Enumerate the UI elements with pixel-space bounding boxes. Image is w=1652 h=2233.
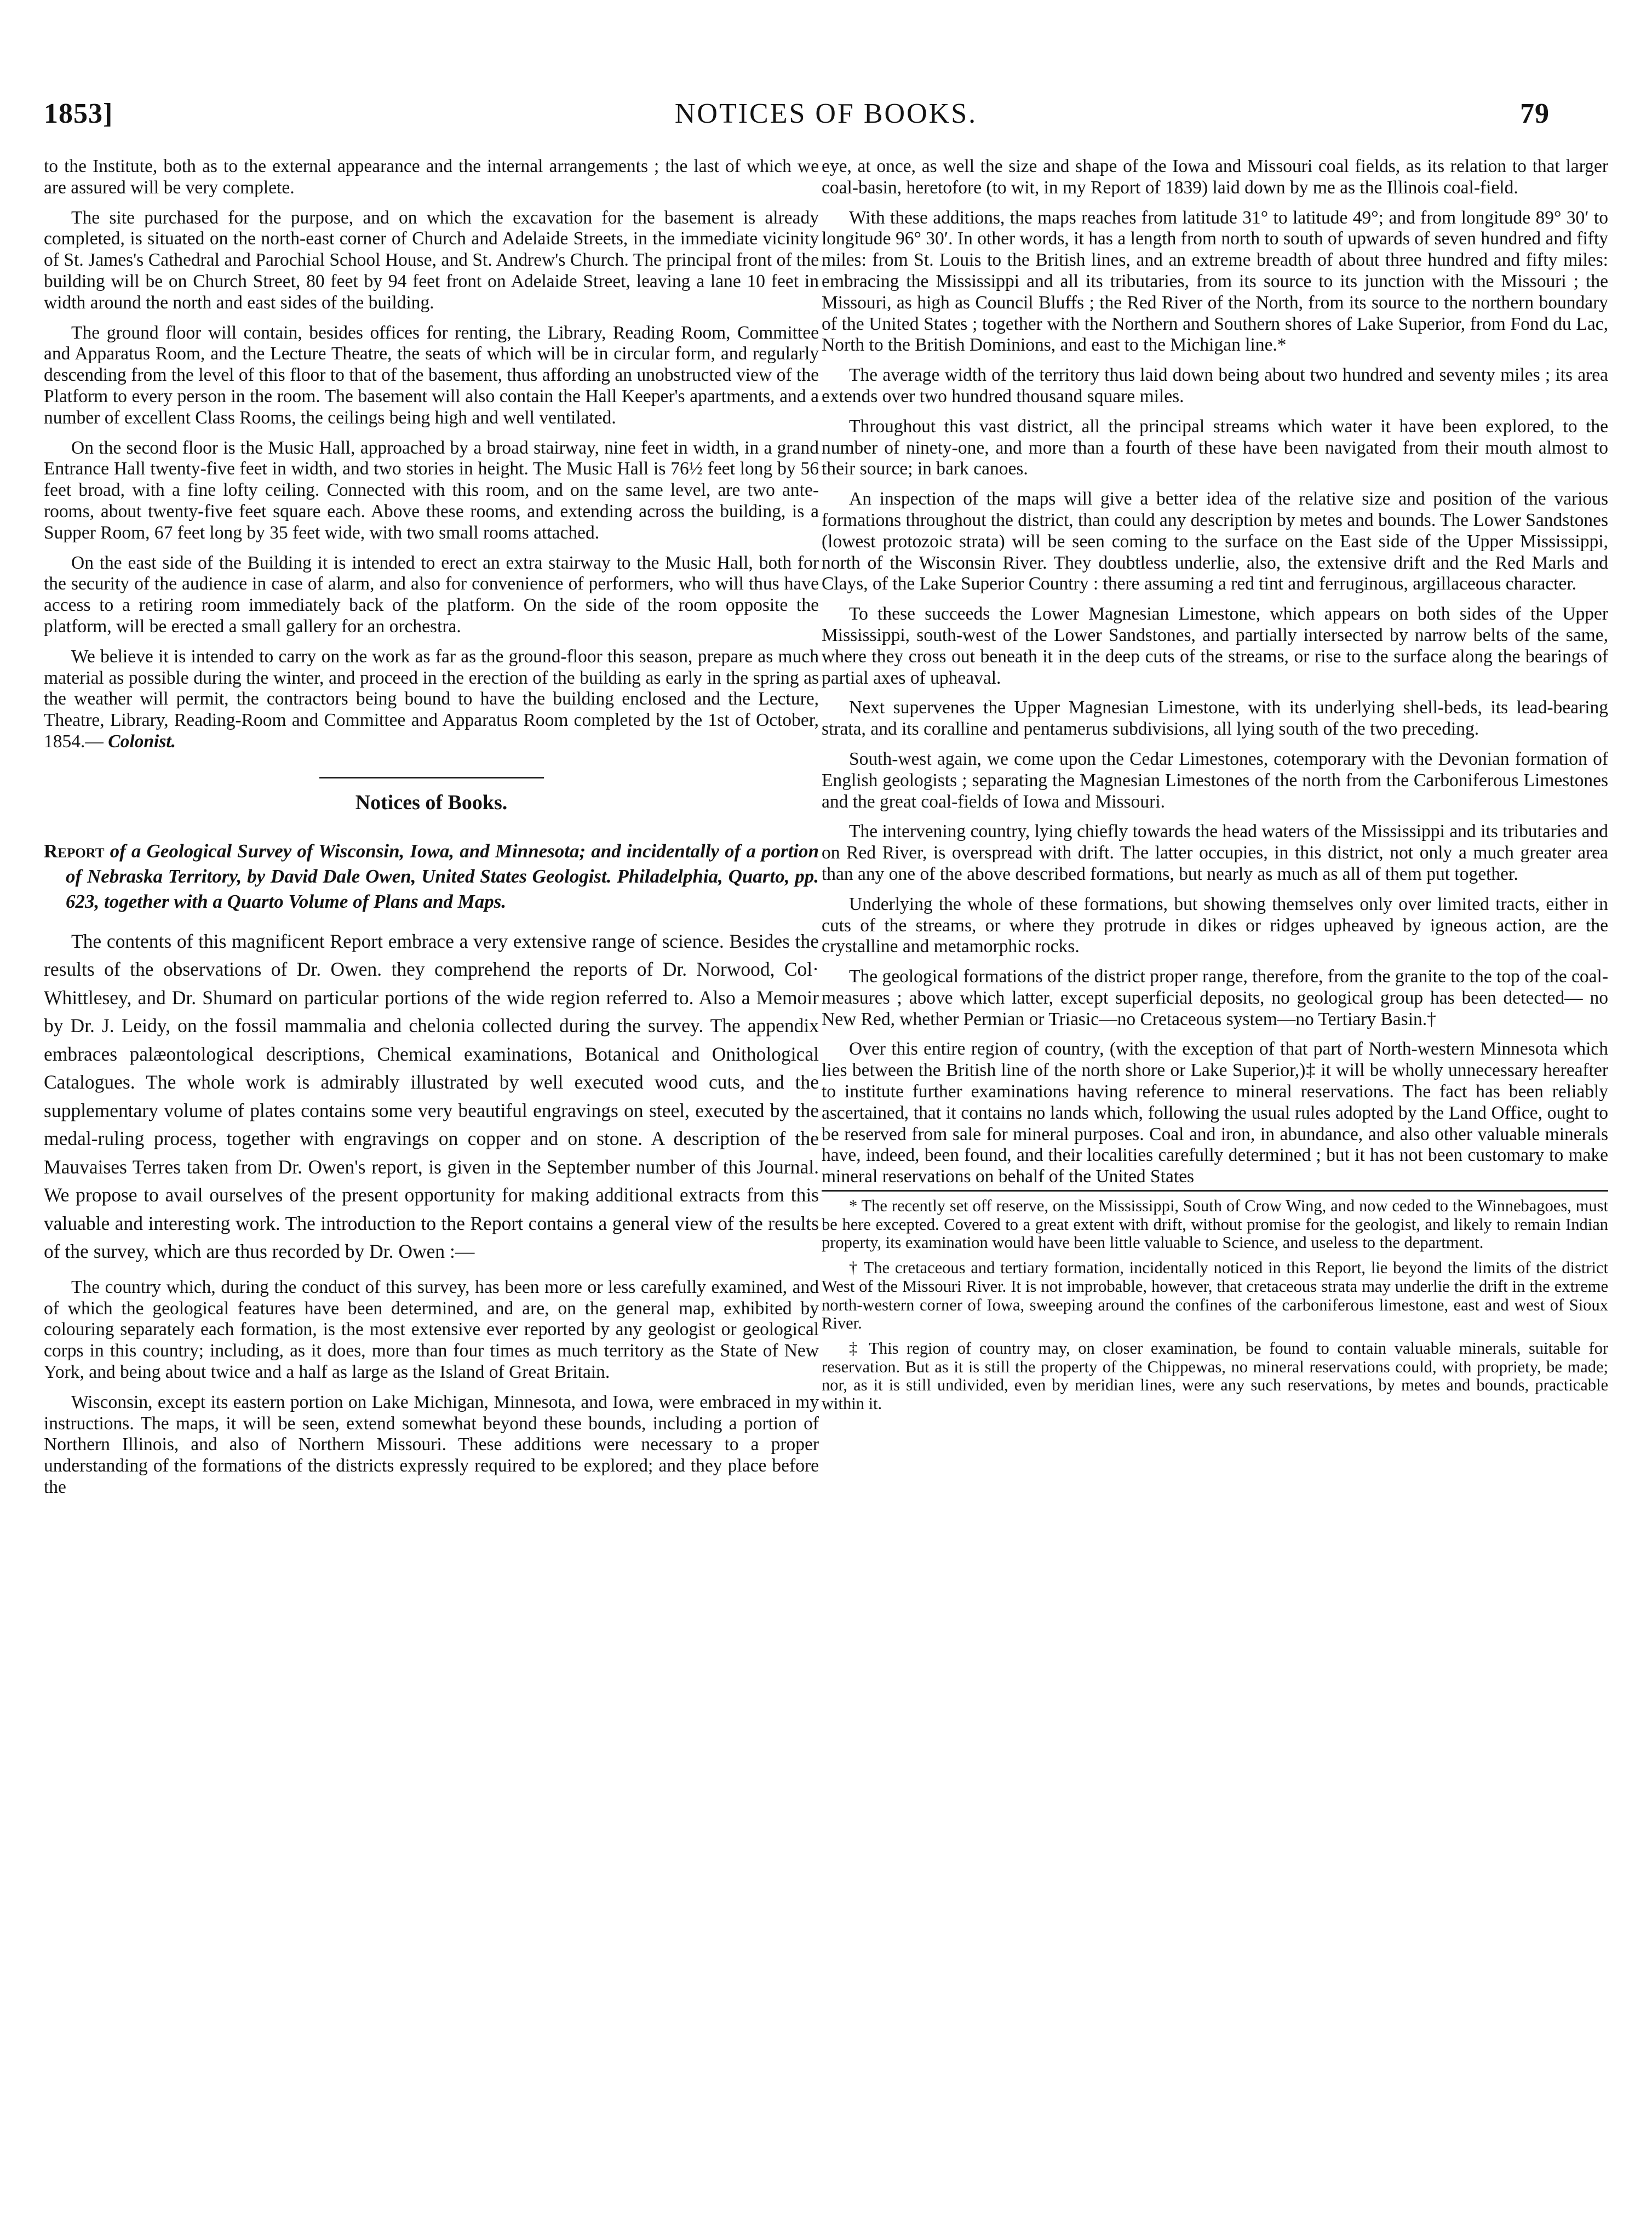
footnote: * The recently set off reserve, on the Mississippi, South of Crow Wing, and now ceded to the Winnebagoes, must be here excepted. Covered to a great extent with drift, without promise for the geologist, and likely to remain Indian property, its examination would have been little valuable to Science, and useless to the department.	[822, 1196, 1608, 1252]
quote-paragraph: The country which, during the conduct of this survey, has been more or less carefully examined, and of which the geological features have been determined, and are, on the general map, exhibited by colouring separately each formation, is the most extensive ever reported by any geologist or geological corps in this country; including, as it does, more than four times as much territory as the State of New York, and being about twice and a half as large as the Island of Great Britain.	[44, 1276, 819, 1382]
citation-lead: Report	[44, 840, 105, 862]
citation-text: of a Geological Survey of Wisconsin, Iowa, and Minnesota; and incidentally of a portion of Nebraska Territory, by David Dale Owen, United States Geologist. Philadelphia, Quarto, pp. 623, together with a Quarto Volume of Plans and Maps.	[66, 840, 819, 912]
paragraph: To these succeeds the Lower Magnesian Limestone, which appears on both sides of the Upper Mississippi, south-west of the Lower Sandstones, and partially intersected by narrow belts of the same, where they cross out beneath it in the deep cuts of the streams, or rise to the surface along the bearings of partial axes of upheaval.	[822, 604, 1608, 688]
paragraph: The average width of the territory thus laid down being about two hundred and seventy miles ; its area extends over two hundred thousand square miles.	[822, 365, 1608, 406]
paragraph: Throughout this vast district, all the principal streams which water it have been explored, to the number of ninety-one, and more than a fourth of these have been navigated from their mouth almost to their source; in bark canoes.	[822, 416, 1608, 479]
quoted-extract	[44, 1277, 819, 1498]
paragraph	[44, 646, 819, 753]
paragraph: Next supervenes the Upper Magnesian Limestone, with its underlying shell-beds, its lead-bearing strata, and its coralline and pentamerus subdivisions, all lying south of the two preceding.	[822, 697, 1608, 740]
left-column	[44, 156, 819, 1507]
paragraph: With these additions, the maps reaches from latitude 31° to latitude 49°; and from longitude 89° 30′ to longitude 96° 30′. In other words, it has a length from north to south of upwards of seven hundred and fifty miles: from St. Louis to the British lines, and an extreme breadth of about three hundred and fifty miles: embracing the Mississippi and all its tributaries, from its source to its junction with the Missouri ; the Missouri, as high as Council Bluffs ; the Red River of the North, from its source to the northern boundary of the United States ; together with the Northern and Southern shores of Lake Superior, from Fond du Lac, North to the British Dominions, and east to the Michigan line.*	[822, 207, 1608, 356]
paragraph: On the east side of the Building it is intended to erect an extra stairway to the Music Hall, both for the security of the audience in case of alarm, and also for convenience of performers, who will thus have access to a retiring room immediately back of the platform. On the side of the room opposite the platform, will be erected a small gallery for an orchestra.	[44, 552, 819, 637]
paragraph: South-west again, we come upon the Cedar Limestones, cotemporary with the Devonian formation of English geologists ; separating the Magnesian Limestones of the north from the Carboniferous Limestones and the great coal-fields of Iowa and Missouri.	[822, 748, 1608, 812]
quote-paragraph: Wisconsin, except its eastern portion on Lake Michigan, Minnesota, and Iowa, were embraced in my instructions. The maps, it will be seen, extend somewhat beyond these bounds, including a portion of Northern Illinois, and also of Northern Missouri. These additions were necessary to a proper understanding of the formations of the districts expressly required to be explored; and they place before the	[44, 1392, 819, 1497]
paragraph: Over this entire region of country, (with the exception of that part of North-western Minnesota which lies between the British line of the north shore or Lake Superior,)‡ it will be wholly unnecessary hereafter to institute further examinations having reference to mineral reservations. The fact has been reliably ascertained, that it contains no lands which, following the usual rules adopted by the Land Office, ought to be reserved from sale for mineral purposes. Coal and iron, in abundance, and also other valuable minerals have, indeed, been found, and their localities carefully determined ; but it has not been customary to make mineral reservations on behalf of the United States	[822, 1039, 1608, 1187]
header-year: 1853]	[44, 98, 113, 129]
paragraph: The ground floor will contain, besides offices for renting, the Library, Reading Room, Committee and Apparatus Room, and the Lecture Theatre, the seats of which will be in circular form, and regularly descending from the level of this floor to that of the basement, thus affording an unobstructed view of the Platform to every person in the room. The basement will also contain the Hall Keeper's apartments, and a number of excellent Class Rooms, the ceilings being high and well ventilated.	[44, 322, 819, 428]
paragraph: An inspection of the maps will give a better idea of the relative size and position of the various formations throughout the district, than could any description by metes and bounds. The Lower Sandstones (lowest protozoic strata) will be seen coming to the surface on the East side of the Upper Mississippi, north of the Wisconsin River. They doubtless underlie, also, the extensive drift and the Red Marls and Clays, of the Lake Superior Country : there assuming a red tint and ferruginous, argillaceous character.	[822, 489, 1608, 594]
paragraph: The geological formations of the district proper range, therefore, from the granite to the top of the coal-measures ; above which latter, except superficial deposits, no geological group has been detected— no New Red, whether Permian or Triasic—no Cretaceous system—no Tertiary Basin.†	[822, 966, 1608, 1029]
section-title: Notices of Books.	[355, 791, 508, 814]
paragraph: On the second floor is the Music Hall, approached by a broad stairway, nine feet in width, in a grand Entrance Hall twenty-five feet in width, and two stories in height. The Music Hall is 76½ feet long by 56 feet broad, with a fine lofty ceiling. Connected with this room, and on the same level, are two ante-rooms, about twenty-five feet square each. Above these rooms, and extending across the building, is a Supper Room, 67 feet long by 35 feet wide, with two small rooms attached.	[44, 437, 819, 543]
running-title: NOTICES OF BOOKS.	[674, 98, 978, 129]
footnote-divider	[822, 1190, 1608, 1192]
paragraph: The intervening country, lying chiefly towards the head waters of the Mississippi and its tributaries and on Red River, is overspread with drift. The latter occupies, in this district, not only a much greater area than any one of the above described formations, but nearly as much as all of them put together.	[822, 821, 1608, 884]
paragraph-text: We believe it is intended to carry on the work as far as the ground-floor this season, prepare as much material as possible during the winter, and proceed in the erection of the building as early in the spring as the weather will permit, the contractors being bound to have the building enclosed and the Lecture, Theatre, Library, Reading-Room and Committee and Apparatus Room completed by the 1st of October, 1854.—	[44, 646, 819, 752]
paragraph: eye, at once, as well the size and shape of the Iowa and Missouri coal fields, as its relation to that larger coal-basin, heretofore (to wit, in my Report of 1839) laid down by me as the Illinois coal-field.	[822, 156, 1608, 198]
page-number: 79	[1520, 98, 1550, 129]
section-divider	[319, 777, 544, 778]
source-credit: Colonist.	[108, 731, 176, 752]
footnote: ‡ This region of country may, on closer examination, be found to contain valuable minerals, suitable for reservation. But as it is still the property of the Chippewas, no mineral reservations could, with propriety, be made; nor, as it is still undivided, even by meridian lines, were any such reservations, by metes and bounds, practicable within it.	[822, 1338, 1608, 1413]
paragraph: to the Institute, both as to the external appearance and the internal arrangements ; the last of which we are assured will be very complete.	[44, 156, 819, 198]
review-paragraph: The contents of this magnificent Report embrace a very extensive range of science. Besides the results of the observations of Dr. Owen. they comprehend the reports of Dr. Norwood, Col· Whittlesey, and Dr. Shumard on particular portions of the wide region referred to. Also a Memoir by Dr. J. Leidy, on the fossil mammalia and chelonia collected during the survey. The appendix embraces palæontological descriptions, Chemical examinations, Botanical and Onithological Catalogues. The whole work is admirably illustrated by well executed wood cuts, and the supplementary volume of plates contains some very beautiful engravings on steel, executed by the medal-ruling process, together with engravings on copper and on stone. A description of the Mauvaises Terres taken from Dr. Owen's report, is given in the September number of this Journal. We propose to avail ourselves of the present opportunity for making additional extracts from this valuable and interesting work. The introduction to the Report contains a general view of the results of the survey, which are thus recorded by Dr. Owen :—	[44, 930, 819, 1263]
footnote: † The cretaceous and tertiary formation, incidentally noticed in this Report, lie beyond the limits of the district West of the Missouri River. It is not improbable, however, that cretaceous strata may underlie the drift in the extreme north-western corner of Iowa, sweeping around the confines of the carboniferous limestone, east and west of Sioux River.	[822, 1258, 1608, 1333]
paragraph: The site purchased for the purpose, and on which the excavation for the basement is already completed, is situated on the north-east corner of Church and Adelaide Streets, in the immediate vicinity of St. James's Cathedral and Parochial School House, and St. Andrew's Church. The principal front of the building will be on Church Street, 80 feet by 94 feet front on Adelaide Street, leaving a lane 10 feet in width around the north and east sides of the building.	[44, 207, 819, 313]
paragraph: Underlying the whole of these formations, but showing themselves only over limited tracts, either in cuts of the streams, or where they protrude in dikes or ridges upheaved by igneous action, are the crystalline and metamorphic rocks.	[822, 894, 1608, 957]
book-citation	[44, 839, 819, 914]
right-column	[822, 156, 1608, 1420]
